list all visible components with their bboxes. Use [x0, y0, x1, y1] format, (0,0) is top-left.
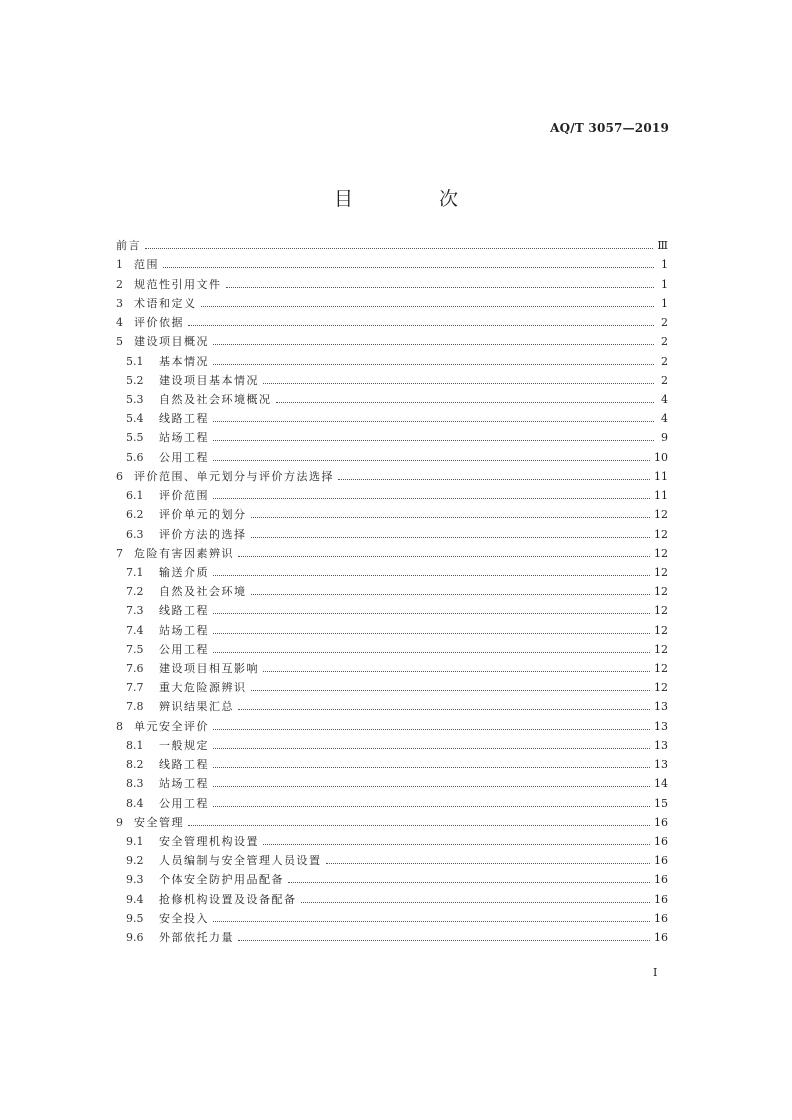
- toc-entry-page: 12: [654, 565, 668, 579]
- toc-entry-number: 8.2: [126, 758, 144, 772]
- dot-leader: [213, 497, 650, 499]
- toc-entry-page: 12: [654, 623, 668, 637]
- toc-entry-page: 1: [661, 277, 668, 291]
- toc-entry-number: 7.6: [126, 662, 144, 676]
- toc-entry-page: 14: [654, 777, 668, 791]
- toc-entry-page: 11: [654, 489, 668, 503]
- toc-entry-number: 5.5: [126, 431, 144, 445]
- dot-leader: [201, 305, 655, 307]
- toc-entry-title: 基本情况: [159, 354, 209, 368]
- toc-entry-page: 13: [654, 738, 668, 752]
- dot-leader: [276, 401, 655, 403]
- toc-entry-title: 危险有害因素辨识: [134, 546, 234, 560]
- toc-entry-page: 12: [654, 527, 668, 541]
- dot-leader: [213, 747, 650, 749]
- toc-entry-page: 16: [654, 835, 668, 848]
- toc-entry-page: 13: [654, 700, 668, 714]
- toc-entry-title: 评价单元的划分: [159, 508, 247, 522]
- toc-entry-page: 12: [654, 662, 668, 676]
- toc-entry[interactable]: [116, 755, 668, 774]
- toc-entry-title: 安全管理机构设置: [159, 835, 259, 848]
- toc-entry-page: 12: [654, 585, 668, 599]
- toc-entry-title: 范围: [134, 258, 159, 272]
- toc-entry[interactable]: [116, 813, 668, 832]
- toc-entry-page: 1: [661, 296, 668, 310]
- toc-entry[interactable]: [116, 313, 668, 332]
- dot-leader: [213, 632, 650, 634]
- toc-entry-page: 16: [654, 892, 668, 906]
- toc-entry[interactable]: [116, 274, 668, 293]
- toc-entry[interactable]: [116, 351, 668, 370]
- toc-entry-title: 辨识结果汇总: [159, 700, 234, 714]
- dot-leader: [213, 651, 650, 653]
- toc-entry-number: 9: [116, 815, 123, 829]
- toc-entry[interactable]: [116, 563, 668, 582]
- toc-entry[interactable]: [116, 447, 668, 466]
- toc-entry-title: 评价范围、单元划分与评价方法选择: [134, 469, 334, 483]
- dot-leader: [238, 708, 650, 710]
- toc-entry[interactable]: [116, 793, 668, 812]
- toc-entry-title: 评价范围: [159, 489, 209, 503]
- dot-leader: [213, 766, 650, 768]
- toc-entry[interactable]: [116, 486, 668, 505]
- toc-entry[interactable]: [116, 428, 668, 447]
- dot-leader: [213, 920, 650, 922]
- toc-entry-title: 安全管理: [134, 815, 184, 829]
- toc-entry-title: 公用工程: [159, 796, 209, 810]
- toc-entry-number: 7.3: [126, 604, 144, 618]
- toc-entry-page: 16: [654, 873, 668, 887]
- toc-entry-number: 9.2: [126, 854, 144, 868]
- dot-leader: [263, 382, 654, 384]
- toc-entry[interactable]: [116, 390, 668, 409]
- toc-entry-title: 公用工程: [159, 642, 209, 656]
- dot-leader: [238, 555, 650, 557]
- toc-entry-page: 1: [661, 258, 668, 272]
- toc-entry-number: 8.4: [126, 796, 144, 810]
- toc-entry-number: 6.2: [126, 508, 144, 522]
- toc-entry-number: 9.6: [126, 931, 144, 945]
- toc-entry-page: 4: [661, 412, 668, 426]
- toc-entry-page: 13: [654, 719, 668, 733]
- toc-entry-title: 重大危险源辨识: [159, 681, 247, 695]
- toc-entry-page: Ⅲ: [657, 239, 668, 253]
- toc-entry-title: 线路工程: [159, 412, 209, 426]
- toc-entry-title: 建设项目概况: [134, 335, 209, 349]
- dot-leader: [188, 324, 654, 326]
- toc-entry-page: 16: [654, 854, 668, 868]
- toc-entry-number: 3: [116, 296, 123, 310]
- toc-entry-page: 13: [654, 758, 668, 772]
- dot-leader: [213, 728, 650, 730]
- dot-leader: [213, 343, 654, 345]
- toc-entry-title: 抢修机构设置及设备配备: [159, 892, 297, 906]
- toc-entry-page: 9: [661, 431, 668, 445]
- toc-entry[interactable]: [116, 928, 668, 947]
- dot-leader: [145, 247, 653, 249]
- dot-leader: [326, 862, 651, 864]
- toc-entry-title: 个体安全防护用品配备: [159, 873, 284, 887]
- toc-entry-number: 8.1: [126, 738, 144, 752]
- toc-entry[interactable]: [116, 371, 668, 390]
- toc-entry-number: 7.2: [126, 585, 144, 599]
- dot-leader: [263, 843, 650, 845]
- dot-leader: [163, 266, 654, 268]
- toc-entry-number: 8.3: [126, 777, 144, 791]
- toc-entry-number: 4: [116, 316, 123, 330]
- toc-entry-page: 12: [654, 604, 668, 618]
- toc-entry-page: 4: [661, 392, 668, 406]
- toc-entry-page: 12: [654, 681, 668, 695]
- toc-entry-number: 5.4: [126, 412, 144, 426]
- toc-entry[interactable]: [116, 236, 668, 255]
- toc-entry-title: 站场工程: [159, 777, 209, 791]
- toc-entry-page: 11: [654, 469, 668, 483]
- toc-entry-title: 人员编制与安全管理人员设置: [159, 854, 322, 868]
- dot-leader: [263, 670, 650, 672]
- toc-entry-title: 站场工程: [159, 431, 209, 445]
- toc-entry[interactable]: [116, 716, 668, 735]
- toc-entry-title: 一般规定: [159, 738, 209, 752]
- toc-entry-title: 线路工程: [159, 604, 209, 618]
- dot-leader: [213, 612, 650, 614]
- toc-entry-number: 6: [116, 469, 123, 483]
- dot-leader: [288, 881, 650, 883]
- toc-entry[interactable]: [116, 601, 668, 620]
- toc-entry-number: 2: [116, 277, 123, 291]
- page-number: I: [653, 966, 658, 979]
- toc-entry[interactable]: [116, 294, 668, 313]
- toc-entry-number: 5.1: [126, 354, 144, 368]
- toc-entry-number: 7.4: [126, 623, 144, 637]
- toc-entry-page: 2: [661, 316, 668, 330]
- toc-entry-page: 16: [654, 815, 668, 829]
- toc-entry[interactable]: [116, 909, 668, 928]
- toc-entry-title: 评价方法的选择: [159, 527, 247, 541]
- dot-leader: [188, 824, 650, 826]
- toc-entry[interactable]: [116, 332, 668, 351]
- toc-entry[interactable]: [116, 697, 668, 716]
- toc-entry-title: 评价依据: [134, 316, 184, 330]
- toc-entry[interactable]: [116, 870, 668, 889]
- toc-entry-number: 7.8: [126, 700, 144, 714]
- toc-entry-number: 7.5: [126, 642, 144, 656]
- dot-leader: [251, 689, 651, 691]
- toc-entry[interactable]: [116, 255, 668, 274]
- toc-entry-title: 建设项目基本情况: [159, 373, 259, 387]
- toc-entry-number: 5.2: [126, 373, 144, 387]
- toc-entry-page: 12: [654, 508, 668, 522]
- toc-entry-title: 外部依托力量: [159, 931, 234, 945]
- toc-entry-number: 5: [116, 335, 123, 349]
- toc-entry[interactable]: [116, 467, 668, 486]
- toc-entry-title: 站场工程: [159, 623, 209, 637]
- toc-entry-number: 1: [116, 258, 123, 272]
- toc-entry-title: 线路工程: [159, 758, 209, 772]
- toc-entry[interactable]: [116, 659, 668, 678]
- toc-entry[interactable]: [116, 620, 668, 639]
- toc-entry-number: 9.5: [126, 911, 144, 925]
- toc-entry[interactable]: [116, 774, 668, 793]
- toc-entry-page: 15: [654, 796, 668, 810]
- toc-entry-page: 12: [654, 546, 668, 560]
- toc-entry[interactable]: [116, 832, 668, 851]
- toc-entry[interactable]: [116, 544, 668, 563]
- toc-entry[interactable]: [116, 889, 668, 908]
- toc-entry-number: 9.3: [126, 873, 144, 887]
- toc-entry-title: 公用工程: [159, 450, 209, 464]
- toc-entry-title: 自然及社会环境概况: [159, 392, 272, 406]
- dot-leader: [213, 574, 650, 576]
- toc-title: 目 次: [333, 188, 499, 210]
- toc-entry[interactable]: [116, 851, 668, 870]
- toc-entry-title: 单元安全评价: [134, 719, 209, 733]
- toc-entry[interactable]: [116, 409, 668, 428]
- toc-entry[interactable]: [116, 678, 668, 697]
- dot-leader: [226, 286, 655, 288]
- dot-leader: [213, 459, 650, 461]
- toc-entry-page: 2: [661, 373, 668, 387]
- toc-entry-number: 9.4: [126, 892, 144, 906]
- toc-entry-number: 6.3: [126, 527, 144, 541]
- dot-leader: [301, 901, 651, 903]
- dot-leader: [338, 478, 650, 480]
- toc-entry[interactable]: [116, 640, 668, 659]
- toc-entry-number: 7.7: [126, 681, 144, 695]
- toc-entry-title: 前言: [116, 239, 141, 253]
- toc-entry-page: 12: [654, 642, 668, 656]
- toc-entry-number: 7: [116, 546, 123, 560]
- toc-entry[interactable]: [116, 505, 668, 524]
- dot-leader: [251, 536, 651, 538]
- toc-entry-title: 建设项目相互影响: [159, 662, 259, 676]
- toc-entry-number: 8: [116, 719, 123, 733]
- toc-entry-number: 9.1: [126, 835, 144, 848]
- toc-entry-number: 7.1: [126, 565, 144, 579]
- standard-code: AQ/T 3057—2019: [550, 121, 669, 135]
- toc-entry-title: 输送介质: [159, 565, 209, 579]
- toc-entry-title: 安全投入: [159, 911, 209, 925]
- toc-entry-title: 自然及社会环境: [159, 585, 247, 599]
- toc-entry[interactable]: [116, 736, 668, 755]
- dot-leader: [213, 785, 650, 787]
- table-of-contents: [116, 236, 668, 947]
- toc-entry[interactable]: [116, 524, 668, 543]
- dot-leader: [213, 363, 654, 365]
- dot-leader: [213, 439, 654, 441]
- toc-entry[interactable]: [116, 582, 668, 601]
- toc-entry-number: 5.6: [126, 450, 144, 464]
- dot-leader: [213, 420, 654, 422]
- dot-leader: [251, 593, 651, 595]
- toc-entry-page: 10: [654, 450, 668, 464]
- toc-entry-page: 16: [654, 911, 668, 925]
- dot-leader: [251, 516, 651, 518]
- dot-leader: [238, 939, 650, 941]
- toc-entry-page: 2: [661, 335, 668, 349]
- toc-entry-title: 术语和定义: [134, 296, 197, 310]
- toc-entry-title: 规范性引用文件: [134, 277, 222, 291]
- toc-entry-page: 16: [654, 931, 668, 945]
- dot-leader: [213, 805, 650, 807]
- toc-entry-number: 6.1: [126, 489, 144, 503]
- toc-entry-number: 5.3: [126, 392, 144, 406]
- toc-entry-page: 2: [661, 354, 668, 368]
